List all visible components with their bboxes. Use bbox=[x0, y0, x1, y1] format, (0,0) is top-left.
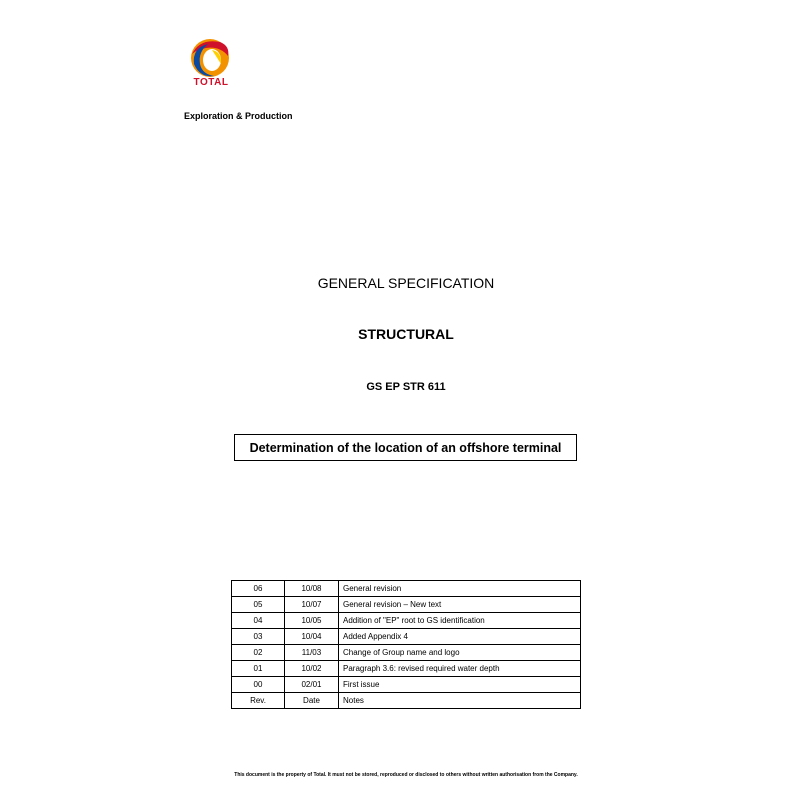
revision-number: 06 bbox=[232, 581, 285, 597]
revision-number: 01 bbox=[232, 661, 285, 677]
spec-reference: GS EP STR 611 bbox=[366, 381, 446, 393]
revision-date: 10/05 bbox=[285, 613, 339, 629]
revision-number: 04 bbox=[232, 613, 285, 629]
revision-number: 02 bbox=[232, 645, 285, 661]
table-row bbox=[232, 677, 581, 693]
table-row bbox=[232, 613, 581, 629]
revision-notes: Notes bbox=[339, 693, 581, 709]
revision-notes: Added Appendix 4 bbox=[339, 629, 581, 645]
revision-date: 10/04 bbox=[285, 629, 339, 645]
table-row bbox=[232, 629, 581, 645]
spec-domain: STRUCTURAL bbox=[358, 326, 454, 342]
spec-type: GENERAL SPECIFICATION bbox=[317, 275, 495, 291]
revision-notes: Paragraph 3.6: revised required water depth bbox=[339, 661, 581, 677]
revision-notes: General revision – New text bbox=[339, 597, 581, 613]
revision-notes: Addition of "EP" root to GS identification bbox=[339, 613, 581, 629]
table-row bbox=[232, 581, 581, 597]
table-row bbox=[232, 661, 581, 677]
revision-number: 00 bbox=[232, 677, 285, 693]
revision-number: 03 bbox=[232, 629, 285, 645]
confidentiality-footer: This document is the property of Total. It must not be stored, reproduced or disclosed to others without written authorisation from the Company. bbox=[234, 772, 578, 778]
revision-date: 11/03 bbox=[285, 645, 339, 661]
revision-date: 10/08 bbox=[285, 581, 339, 597]
revision-date: Date bbox=[285, 693, 339, 709]
revision-notes: General revision bbox=[339, 581, 581, 597]
division-label: Exploration & Production bbox=[184, 111, 293, 121]
table-row bbox=[232, 693, 581, 709]
revision-notes: First issue bbox=[339, 677, 581, 693]
revision-number: 05 bbox=[232, 597, 285, 613]
logo-wordmark: TOTAL bbox=[193, 77, 229, 88]
revision-table bbox=[231, 580, 581, 709]
document-title: Determination of the location of an offshore terminal bbox=[234, 434, 577, 461]
revision-date: 10/02 bbox=[285, 661, 339, 677]
revision-number: Rev. bbox=[232, 693, 285, 709]
revision-notes: Change of Group name and logo bbox=[339, 645, 581, 661]
table-row bbox=[232, 597, 581, 613]
revision-date: 10/07 bbox=[285, 597, 339, 613]
table-row bbox=[232, 645, 581, 661]
revision-date: 02/01 bbox=[285, 677, 339, 693]
